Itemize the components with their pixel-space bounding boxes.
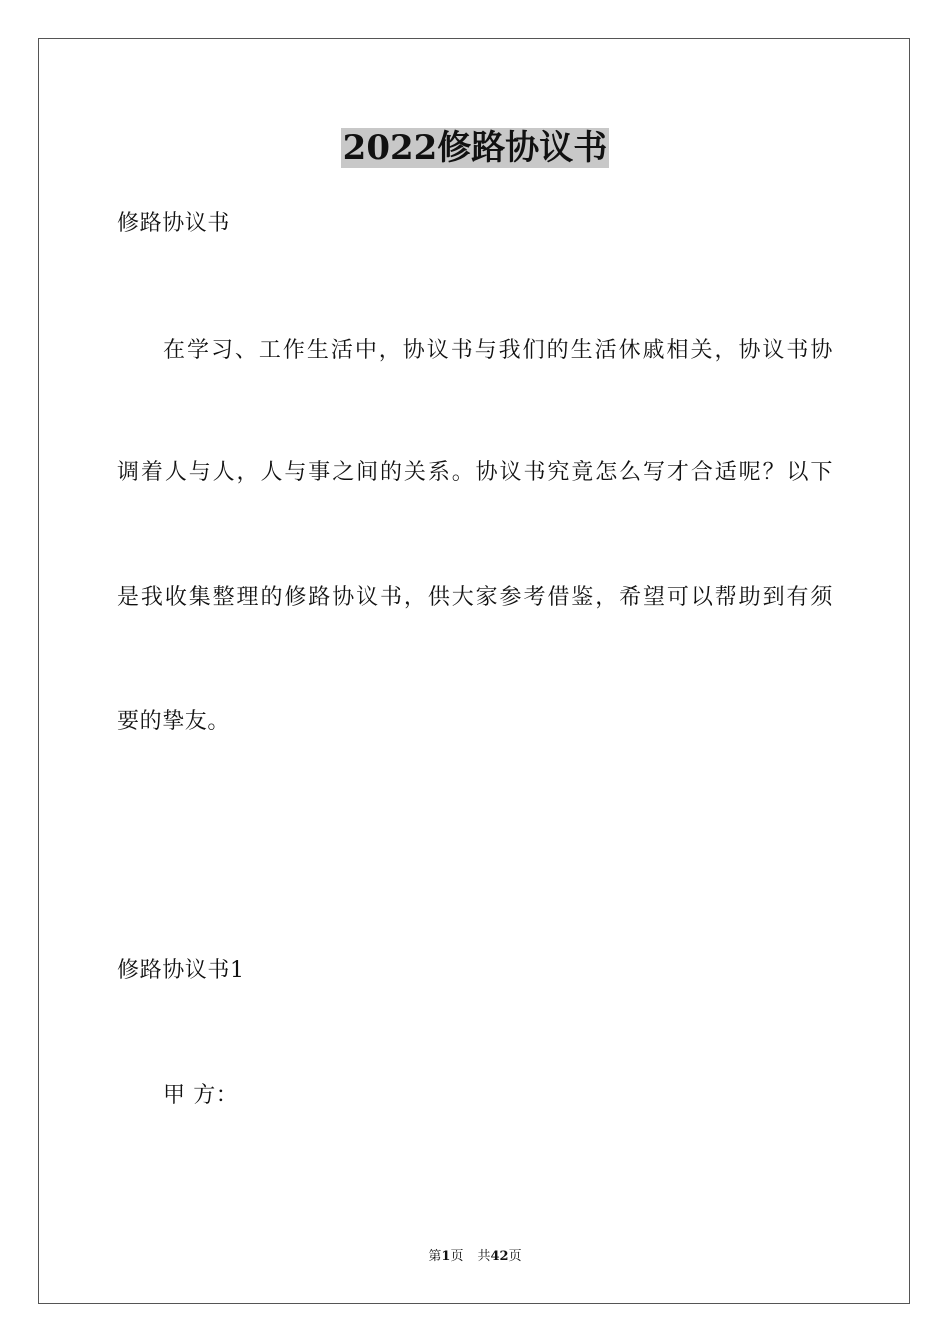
document-title [0,126,950,170]
footer-page-mid: 页 [450,1249,464,1264]
intro-line-3: 是我收集整理的修路协议书，供大家参考借鉴，希望可以帮助到有须 [117,585,833,610]
footer-total-prefix: 共 [477,1249,491,1264]
intro-line-2: 调着人与人，人与事之间的关系。协议书究竟怎么写才合适呢？以下 [117,460,833,485]
document-title-text: 2022修路协议书 [342,128,608,168]
intro-line-1: 在学习、工作生活中，协议书与我们的生活休戚相关，协议书协 [163,338,833,363]
footer-total-suffix: 页 [508,1249,522,1264]
footer-page-current: 1 [441,1249,451,1264]
footer-page-total: 42 [490,1249,509,1264]
party-a-label: 甲 方： [163,1083,239,1108]
intro-line-4: 要的挚友。 [117,709,231,734]
footer-page-prefix: 第 [428,1249,442,1264]
subtitle: 修路协议书 [117,211,231,236]
page-footer [0,1248,950,1266]
section-heading: 修路协议书1 [117,958,245,983]
